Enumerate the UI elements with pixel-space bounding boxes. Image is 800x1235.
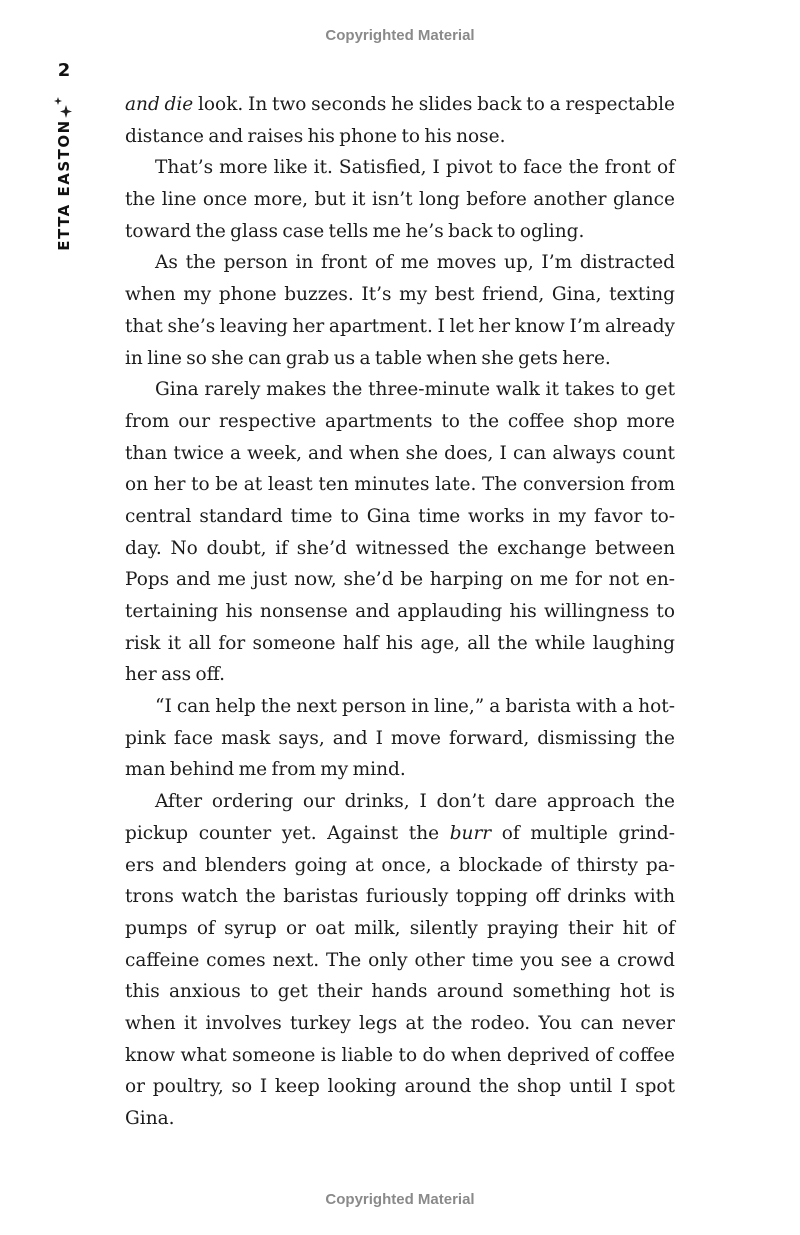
copyright-watermark-top: Copyrighted Material xyxy=(325,27,475,44)
paragraph-start-line: “I can help the next person in line,” a barista with a hot- xyxy=(155,696,675,718)
text-line: pink face mask says, and I move forward, dismissing the xyxy=(125,727,675,749)
text-line: tertaining his nonsense and applauding his willingness to xyxy=(125,601,675,622)
text-line: when my phone buzzes. It’s my best friend, Gina, texting xyxy=(125,284,675,306)
text-line: on her to be at least ten minutes late. The conversion from xyxy=(125,474,675,496)
sparkle-icon xyxy=(52,95,74,121)
text-line: distance and raises his phone to his nose. xyxy=(125,125,506,147)
text-line-fragment: look. In two seconds he slides back to a respectable xyxy=(193,94,675,115)
text-line: the line once more, but it isn’t long before another glance xyxy=(125,189,675,211)
text-line: when it involves turkey legs at the rodeo. You can never xyxy=(125,1012,675,1034)
text-line: ers and blenders going at once, a blockade of thirsty pa- xyxy=(125,854,675,876)
text-line: day. No doubt, if she’d witnessed the exchange between xyxy=(125,537,675,559)
italic-word: burr xyxy=(449,822,492,844)
page-number: 2 xyxy=(57,60,71,81)
text-line: pumps of syrup or oat milk, silently praying their hit of xyxy=(125,917,675,939)
text-line: that she’s leaving her apartment. I let her know I’m already xyxy=(125,315,675,337)
text-line: Pops and me just now, she’d be harping on me for not en- xyxy=(125,569,675,591)
text-line-fragment: of multiple grind- xyxy=(491,822,675,844)
text-line: risk it all for someone half his age, all the while laughing xyxy=(125,632,675,654)
text-line: trons watch the baristas furiously topping off drinks with xyxy=(125,886,675,908)
text-line: know what someone is liable to do when deprived of coffee xyxy=(125,1044,675,1066)
text-line: her ass off. xyxy=(125,664,225,686)
text-line: toward the glass case tells me he’s back to ogling. xyxy=(125,220,585,242)
text-line: than twice a week, and when she does, I can always count xyxy=(125,442,675,464)
text-line-fragment: pickup counter yet. Against the xyxy=(125,822,450,844)
text-line: Gina. xyxy=(125,1108,175,1129)
text-line: in line so she can grab us a table when she gets here. xyxy=(125,347,611,369)
italic-phrase: and die xyxy=(125,94,194,115)
text-line: this anxious to get their hands around something hot is xyxy=(125,981,675,1003)
paragraph-start-line: Gina rarely makes the three-minute walk it takes to get xyxy=(155,379,675,401)
text-line xyxy=(125,818,675,850)
paragraph-start-line: After ordering our drinks, I don’t dare approach the xyxy=(155,791,675,813)
running-head-author: ETTA EASTON xyxy=(55,119,73,251)
text-line: central standard time to Gina time works in my favor to- xyxy=(125,505,675,527)
text-line: from our respective apartments to the coffee shop more xyxy=(125,410,675,432)
paragraph-start-line: As the person in front of me moves up, I’m distracted xyxy=(155,252,675,274)
text-line: or poultry, so I keep looking around the shop until I spot xyxy=(125,1076,675,1098)
body-text xyxy=(125,89,675,1135)
text-line: caffeine comes next. The only other time you see a crowd xyxy=(125,949,675,971)
copyright-watermark-bottom: Copyrighted Material xyxy=(325,1191,475,1208)
text-line xyxy=(125,89,675,121)
text-line: man behind me from my mind. xyxy=(125,759,406,781)
paragraph-start-line: That’s more like it. Satisfied, I pivot to face the front of xyxy=(155,157,675,179)
